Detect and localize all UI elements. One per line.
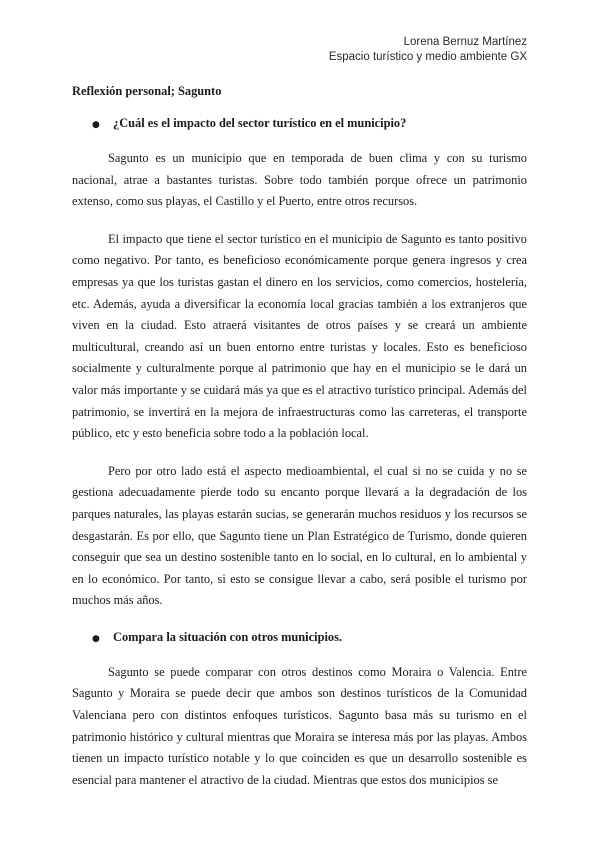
section-1-heading [92,114,527,134]
bullet-icon: ● [92,633,100,644]
author-name: Lorena Bernuz Martínez [403,36,527,48]
section-2-paragraph-1: Sagunto se puede comparar con otros destinos como Moraira o Valencia. Entre Sagunto y Moraira se puede decir que ambos son destinos turísticos de la Comunidad Valenciana pero con distintos enfoques turísticos. Sagunto basa más su turismo en el patrimonio histórico y cultural mientras que Moraira se interesa más por las playas. Ambos tienen un impacto turístico notable y lo que coinciden es que un desarrollo sostenible es esencial para mantener el atractivo de la ciudad. Mientras que estos dos municipios se [72,664,527,787]
document-body [72,82,527,807]
section-1-paragraph-1: Sagunto es un municipio que en temporada de buen clima y con su turismo nacional, atrae a bastantes turistas. Sobre todo también porque ofrece un patrimonio extenso, como sus playas, el Castillo y el Puerto, entre otros recursos. [72,151,527,209]
course-name: Espacio turístico y medio ambiente GX [328,51,527,63]
section-1-paragraph-3: Pero por otro lado está el aspecto medioambiental, el cual si no se cuida y no se gestiona adecuadamente pierde todo su encanto porque llevará a la degradación de los parques naturales, las playas estarán sucias, se generarán muchos residuos y los recursos se desgastarán. Es por ello, que Sagunto tiene un Plan Estratégico de Turismo, donde quieren conseguir que sea un destino sostenible tanto en lo social, en lo cultural, en lo ambiental y en lo económico. Por tanto, si esto se consigue llevar a cabo, será posible el turismo por muchos más años. [72,463,527,608]
page-header [329,35,527,65]
section-1-paragraph-2: El impacto que tiene el sector turístico en el municipio de Sagunto es tanto positivo como negativo. Por tanto, es beneficioso económicamente porque genera ingresos y crea empresas ya que los turistas gastan el dinero en los servicios, como comercios, hostelería, etc. Además, ayuda a diversificar la economía local gracias también a los extranjeros que viven en la ciudad. Esto atraerá visitantes de otros países y se creará un ambiente multicultural, creando así un buen entorno entre turistas y locales. Esto es beneficioso socialmente y culturalmente porque al patrimonio que hay en el municipio se le dará un valor más importante y se cuidará más ya que es el atractivo turístico principal. Además del patrimonio, se invertirá en la mejora de infraestructuras como las carreteras, el transporte público, etc y esto beneficia sobre todo a la población local. [72,231,527,441]
document-title: Reflexión personal; Sagunto [72,84,222,98]
bullet-icon: ● [92,120,100,130]
section-2-heading [92,628,527,648]
section-2-question: Compara la situación con otros municipios. [113,629,343,644]
section-1-question: ¿Cuál es el impacto del sector turístico en el municipio? [113,116,407,130]
